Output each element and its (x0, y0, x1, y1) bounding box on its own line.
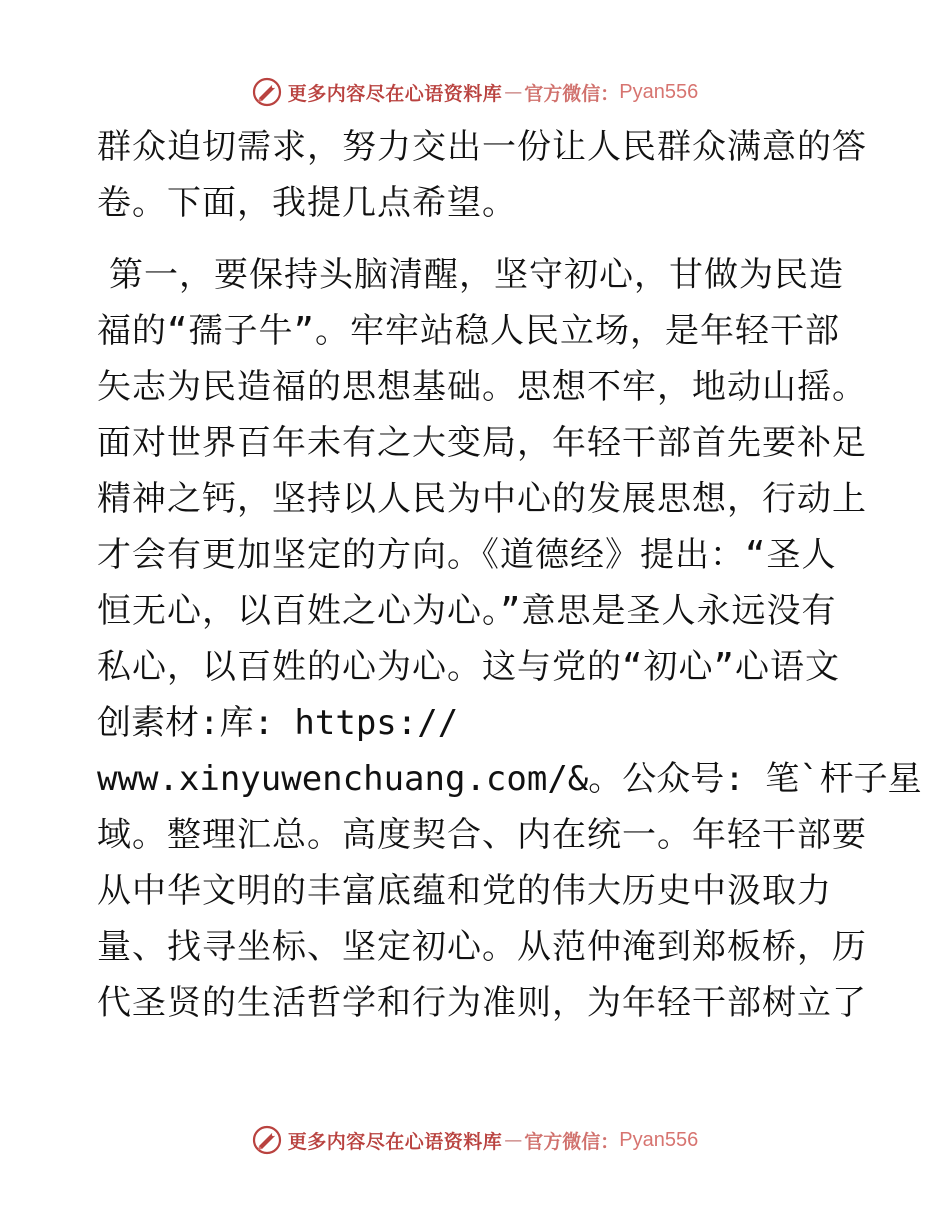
text-line: 私心，以百姓的心为心。这与党的“初心”心语文 (97, 647, 840, 687)
banner-separator: — (504, 1129, 523, 1151)
header-banner (0, 72, 950, 112)
text-line: 卷。下面，我提几点希望。 (97, 183, 517, 223)
text-line: 群众迫切需求，努力交出一份让人民群众满意的答 (97, 127, 867, 167)
text-line: 精神之钙，坚持以人民为中心的发展思想，行动上 (97, 479, 867, 519)
text-line: 创素材:库: https:// (97, 703, 459, 743)
footer-banner (0, 1120, 950, 1160)
banner-separator: — (504, 81, 523, 103)
body-text (97, 119, 922, 1031)
text-line: 代圣贤的生活哲学和行为准则，为年轻干部树立了 (97, 983, 867, 1023)
text-line: 第一，要保持头脑清醒，坚守初心，甘做为民造 (109, 255, 844, 295)
pen-logo-icon (252, 77, 282, 107)
text-line: 福的“孺子牛”。牢牢站稳人民立场，是年轻干部 (97, 311, 840, 351)
text-line: 面对世界百年未有之大变局，年轻干部首先要补足 (97, 423, 867, 463)
text-line: 恒无心，以百姓之心为心。”意思是圣人永远没有 (97, 591, 837, 631)
banner-title: 更多内容尽在心语资料库 (287, 1130, 503, 1153)
text-line: www.xinyuwenchuang.com/&。公众号: 笔`杆子星 (97, 759, 922, 799)
banner-wechat-label: 官方微信： (524, 1130, 620, 1153)
text-line: 矢志为民造福的思想基础。思想不牢，地动山摇。 (97, 367, 867, 407)
banner-title: 更多内容尽在心语资料库 (287, 82, 503, 105)
banner-wechat-id: Pyan556 (619, 1128, 699, 1151)
banner-wechat-id: Pyan556 (619, 80, 699, 103)
text-line: 量、找寻坐标、坚定初心。从范仲淹到郑板桥，历 (97, 927, 867, 967)
text-line: 才会有更加坚定的方向。《道德经》提出：“圣人 (97, 535, 837, 575)
text-line: 域。整理汇总。高度契合、内在统一。年轻干部要 (97, 815, 867, 855)
banner-wechat-label: 官方微信： (524, 82, 620, 105)
text-line: 从中华文明的丰富底蕴和党的伟大历史中汲取力 (97, 871, 832, 911)
pen-logo-icon (252, 1125, 282, 1155)
